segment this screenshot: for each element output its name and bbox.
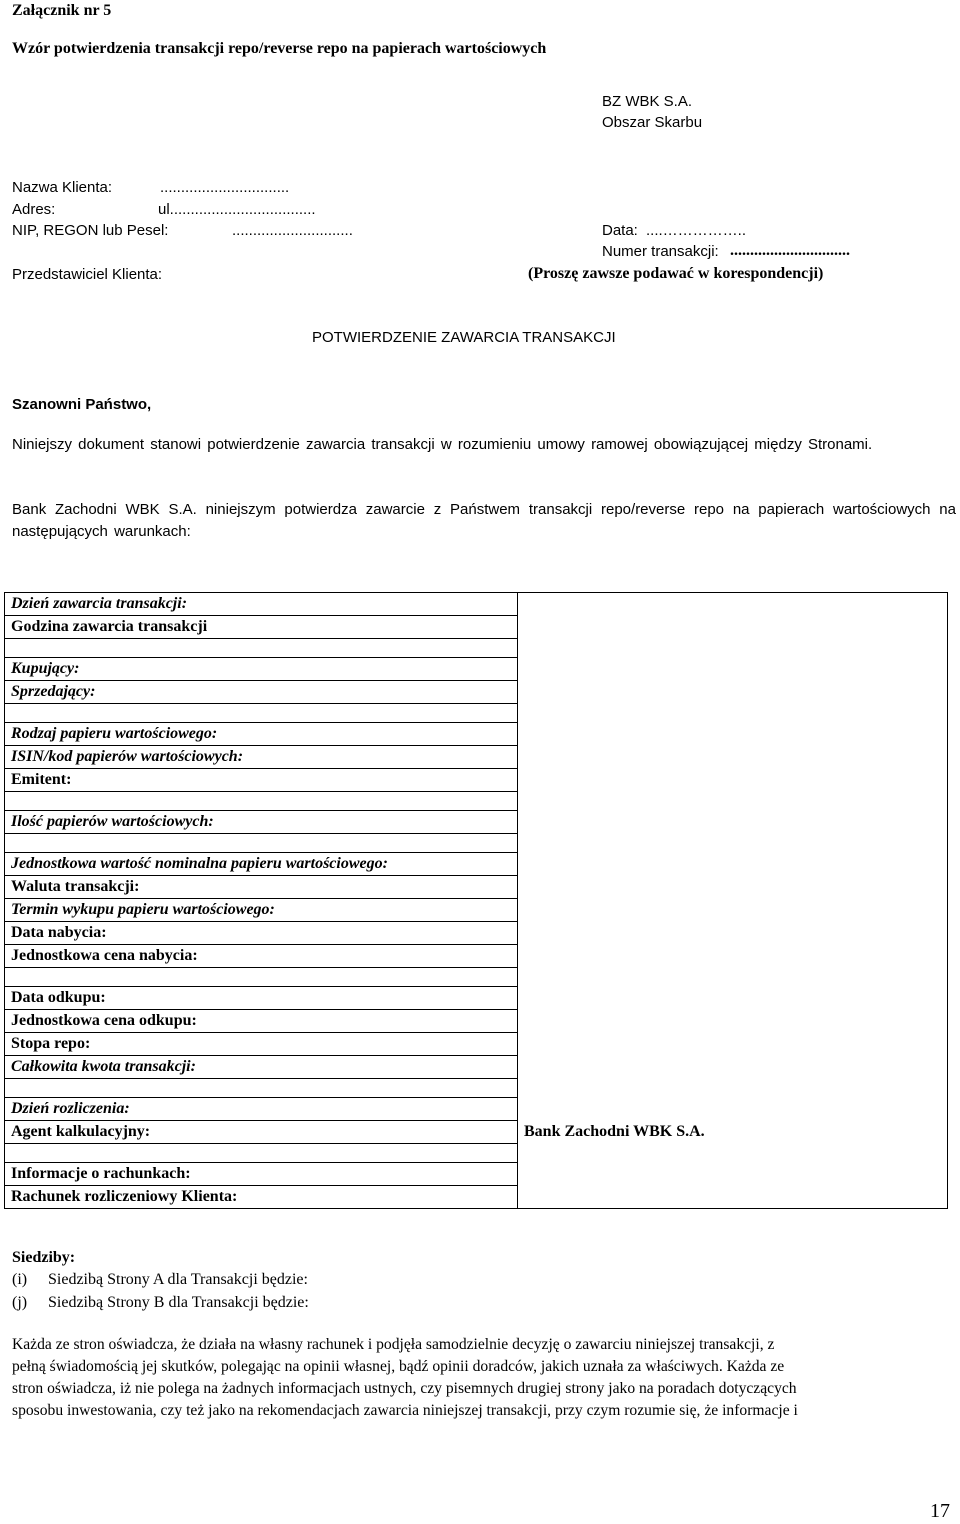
document-title: Wzór potwierdzenia transakcji repo/reverse repo na papierach wartościowych: [12, 40, 547, 57]
seat-b-marker: (j): [12, 1294, 28, 1311]
declaration-line-4: sposobu inwestowania, czy też jako na rekomendacjach zawarcia niniejszej transakcji, przy czym rozumie się, że informacje i: [12, 1402, 798, 1419]
transaction-terms-table: [4, 592, 948, 1209]
table-row: [5, 876, 948, 899]
table-row: [5, 746, 948, 769]
field-label: Dzień zawarcia transakcji:: [5, 593, 518, 616]
field-label: Sprzedający:: [5, 681, 518, 704]
table-spacer-row: [5, 704, 948, 723]
field-label: Ilość papierów wartościowych:: [5, 811, 518, 834]
field-value: [518, 811, 948, 834]
field-value: Bank Zachodni WBK S.A.: [518, 1121, 948, 1144]
field-value: [518, 876, 948, 899]
table-row: [5, 1056, 948, 1079]
field-value: [518, 1033, 948, 1056]
correspondence-note: (Proszę zawsze podawać w korespondencji): [528, 265, 824, 282]
field-label: Jednostkowa cena odkupu:: [5, 1010, 518, 1033]
table-spacer-row: [5, 792, 948, 811]
table-row: [5, 1121, 948, 1144]
field-value: [518, 1098, 948, 1121]
field-label: Rodzaj papieru wartościowego:: [5, 723, 518, 746]
table-row: [5, 811, 948, 834]
declaration-line-3: stron oświadcza, iż nie polega na żadnych informacjach ustnych, czy pisemnych drugiej strony jako na poradach dotyczących: [12, 1380, 797, 1397]
client-nip-value: .............................: [232, 222, 353, 239]
table-spacer-row: [5, 968, 948, 987]
declaration-line-2: pełną świadomością jej skutków, polegając na opinii własnej, bądź opinii doradców, jakich uznała za właściwych. Każda ze: [12, 1358, 785, 1375]
field-value: [518, 1079, 948, 1098]
confirmation-heading: POTWIERDZENIE ZAWARCIA TRANSAKCJI: [312, 329, 616, 346]
table-row: [5, 1010, 948, 1033]
table-spacer-row: [5, 1144, 948, 1163]
field-value: [518, 792, 948, 811]
field-label: [5, 1144, 518, 1163]
field-value: [518, 1163, 948, 1186]
field-value: [518, 1010, 948, 1033]
field-value: [518, 1186, 948, 1209]
table-row: [5, 899, 948, 922]
attachment-label: Załącznik nr 5: [12, 2, 112, 19]
table-row: [5, 616, 948, 639]
field-value: [518, 968, 948, 987]
field-label: Dzień rozliczenia:: [5, 1098, 518, 1121]
field-label: ISIN/kod papierów wartościowych:: [5, 746, 518, 769]
bank-department: Obszar Skarbu: [602, 114, 703, 131]
client-name-value: ...............................: [160, 179, 290, 196]
field-value: [518, 1056, 948, 1079]
field-value: [518, 853, 948, 876]
field-label: Rachunek rozliczeniowy Klienta:: [5, 1186, 518, 1209]
intro-paragraph-2: Bank Zachodni WBK S.A. niniejszym potwierdza zawarcie z Państwem transakcji repo/reverse repo na papierach wartościowych na następujących warunkach:: [12, 501, 956, 540]
field-label: Data nabycia:: [5, 922, 518, 945]
table-row: [5, 1033, 948, 1056]
client-address-label: Adres:: [12, 201, 56, 218]
date-value: ....……………..: [646, 222, 747, 239]
client-representative-label: Przedstawiciel Klienta:: [12, 266, 163, 283]
field-label: Data odkupu:: [5, 987, 518, 1010]
transaction-number-label: Numer transakcji:: [602, 243, 719, 260]
field-label: Stopa repo:: [5, 1033, 518, 1056]
field-label: Termin wykupu papieru wartościowego:: [5, 899, 518, 922]
field-value: [518, 987, 948, 1010]
field-value: [518, 681, 948, 704]
field-value: [518, 616, 948, 639]
field-label: Całkowita kwota transakcji:: [5, 1056, 518, 1079]
table-row: [5, 1163, 948, 1186]
declaration-line-1: Każda ze stron oświadcza, że działa na własny rachunek i podjęła samodzielnie decyzję o zawarciu niniejszej transakcji, z: [12, 1336, 775, 1353]
client-nip-label: NIP, REGON lub Pesel:: [12, 222, 169, 239]
table-spacer-row: [5, 639, 948, 658]
page-number: 17: [930, 1500, 950, 1522]
field-label: Jednostkowa wartość nominalna papieru wartościowego:: [5, 853, 518, 876]
client-name-label: Nazwa Klienta:: [12, 179, 113, 196]
table-row: [5, 945, 948, 968]
intro-paragraph: Niniejszy dokument stanowi potwierdzenie zawarcia transakcji w rozumieniu umowy ramowej obowiązującej między Stronami.: [12, 436, 873, 453]
seat-a-text: Siedzibą Strony A dla Transakcji będzie:: [48, 1271, 308, 1288]
field-label: [5, 968, 518, 987]
field-value: [518, 704, 948, 723]
table-row: [5, 1098, 948, 1121]
date-label: Data:: [602, 222, 638, 239]
table-row: [5, 853, 948, 876]
seat-b-text: Siedzibą Strony B dla Transakcji będzie:: [48, 1294, 309, 1311]
field-label: Jednostkowa cena nabycia:: [5, 945, 518, 968]
seat-a-marker: (i): [12, 1271, 28, 1288]
field-label: Informacje o rachunkach:: [5, 1163, 518, 1186]
field-value: [518, 922, 948, 945]
field-label: Agent kalkulacyjny:: [5, 1121, 518, 1144]
table-spacer-row: [5, 1079, 948, 1098]
field-label: [5, 639, 518, 658]
field-value: [518, 899, 948, 922]
field-value: [518, 639, 948, 658]
table-row: [5, 593, 948, 616]
field-label: Godzina zawarcia transakcji: [5, 616, 518, 639]
table-row: [5, 987, 948, 1010]
field-label: Waluta transakcji:: [5, 876, 518, 899]
field-value: [518, 834, 948, 853]
bank-name: BZ WBK S.A.: [602, 93, 693, 110]
transaction-number-value: ..............................: [730, 242, 850, 259]
field-value: [518, 769, 948, 792]
field-value: [518, 723, 948, 746]
table-row: [5, 681, 948, 704]
field-label: [5, 792, 518, 811]
field-value: [518, 593, 948, 616]
seats-heading: Siedziby:: [12, 1249, 76, 1266]
table-row: [5, 1186, 948, 1209]
field-label: Emitent:: [5, 769, 518, 792]
field-value: [518, 945, 948, 968]
greeting: Szanowni Państwo,: [12, 396, 152, 413]
field-label: [5, 1079, 518, 1098]
table-row: [5, 658, 948, 681]
field-value: [518, 1144, 948, 1163]
field-label: [5, 834, 518, 853]
table-row: [5, 922, 948, 945]
field-value: [518, 658, 948, 681]
field-label: Kupujący:: [5, 658, 518, 681]
field-value: [518, 746, 948, 769]
table-row: [5, 723, 948, 746]
client-address-value: ul...................................: [158, 201, 316, 218]
field-label: [5, 704, 518, 723]
table-spacer-row: [5, 834, 948, 853]
table-row: [5, 769, 948, 792]
